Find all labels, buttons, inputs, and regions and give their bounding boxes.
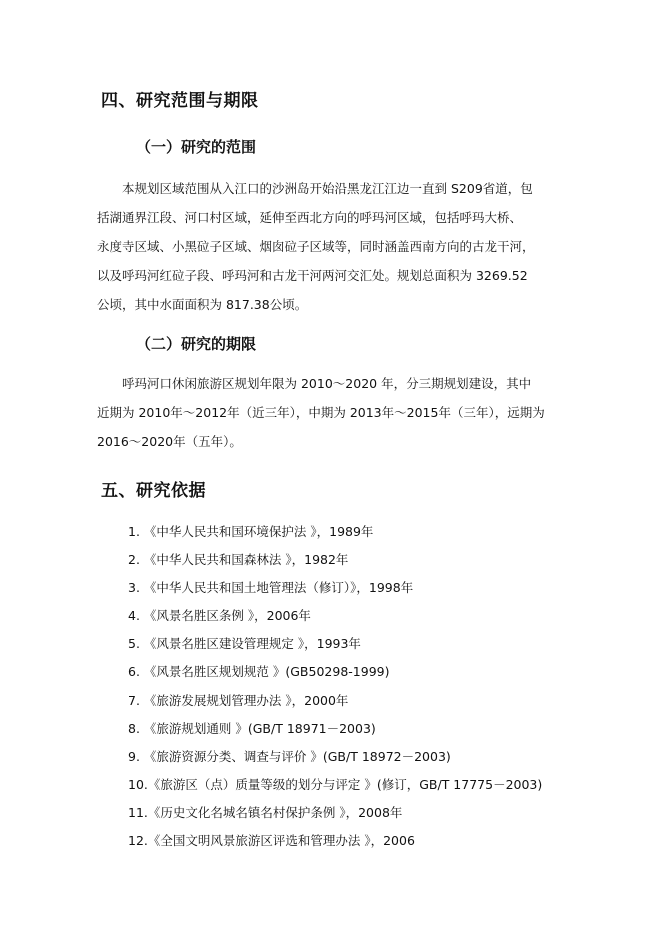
list-item: 1. 《中华人民共和国环境保护法 》，1989年: [128, 524, 374, 539]
list-item: 10.《旅游区（点）质量等级的划分与评定 》(修订，GB/T 17775－2003): [128, 776, 543, 792]
list-item: 11.《历史文化名城名镇名村保护条例 》，2008年: [128, 804, 403, 820]
paragraph-line: 呼玛河口休闲旅游区规划年限为 2010～2020 年，分三期规划建设，其中: [122, 376, 532, 391]
paragraph-line: 永度寺区域、小黑砬子区域、烟囱砬子区域等，同时涵盖西南方向的古龙干河，: [97, 239, 535, 254]
paragraph-line: 本规划区域范围从入江口的沙洲岛开始沿黑龙江江边一直到 S209省道，包: [122, 181, 533, 196]
section-4-1-paragraph: [97, 174, 567, 319]
list-item: 9. 《旅游资源分类、调查与评价 》(GB/T 18972－2003): [128, 748, 451, 764]
section-5-heading: 五、研究依据: [101, 481, 206, 501]
list-item: 5. 《风景名胜区建设管理规定 》，1993年: [128, 636, 361, 652]
list-item: 7. 《旅游发展规划管理办法 》，2000年: [128, 692, 349, 708]
list-item: 6. 《风景名胜区规划规范 》(GB50298-1999): [128, 664, 390, 680]
list-item: 12.《全国文明风景旅游区评选和管理办法 》，2006: [128, 833, 415, 849]
paragraph-line: 近期为 2010年～2012年（近三年），中期为 2013年～2015年（三年），远期为: [97, 405, 545, 420]
paragraph-line: 公顷，其中水面面积为 817.38公顷。: [97, 297, 308, 312]
list-item: 4. 《风景名胜区条例 》，2006年: [128, 608, 311, 624]
paragraph-line: 以及呼玛河红砬子段、呼玛河和古龙干河两河交汇处。规划总面积为 3269.52: [97, 268, 528, 283]
paragraph-line: 2016～2020年（五年）。: [97, 434, 242, 449]
section-4-1-heading: （一）研究的范围: [136, 138, 257, 156]
list-item: 2. 《中华人民共和国森林法 》，1982年: [128, 552, 349, 568]
list-item: 3. 《中华人民共和国土地管理法（修订）》，1998年: [128, 580, 414, 596]
section-4-2-paragraph: [97, 369, 567, 456]
section-4-2-heading: （二）研究的期限: [136, 335, 257, 353]
list-item: 8. 《旅游规划通则 》(GB/T 18971－2003): [128, 720, 376, 736]
paragraph-line: 括湖通界江段、河口村区域，延伸至西北方向的呼玛河区域，包括呼玛大桥、: [97, 210, 523, 225]
reference-list: [128, 518, 568, 855]
section-4-heading: 四、研究范围与期限: [101, 91, 259, 111]
